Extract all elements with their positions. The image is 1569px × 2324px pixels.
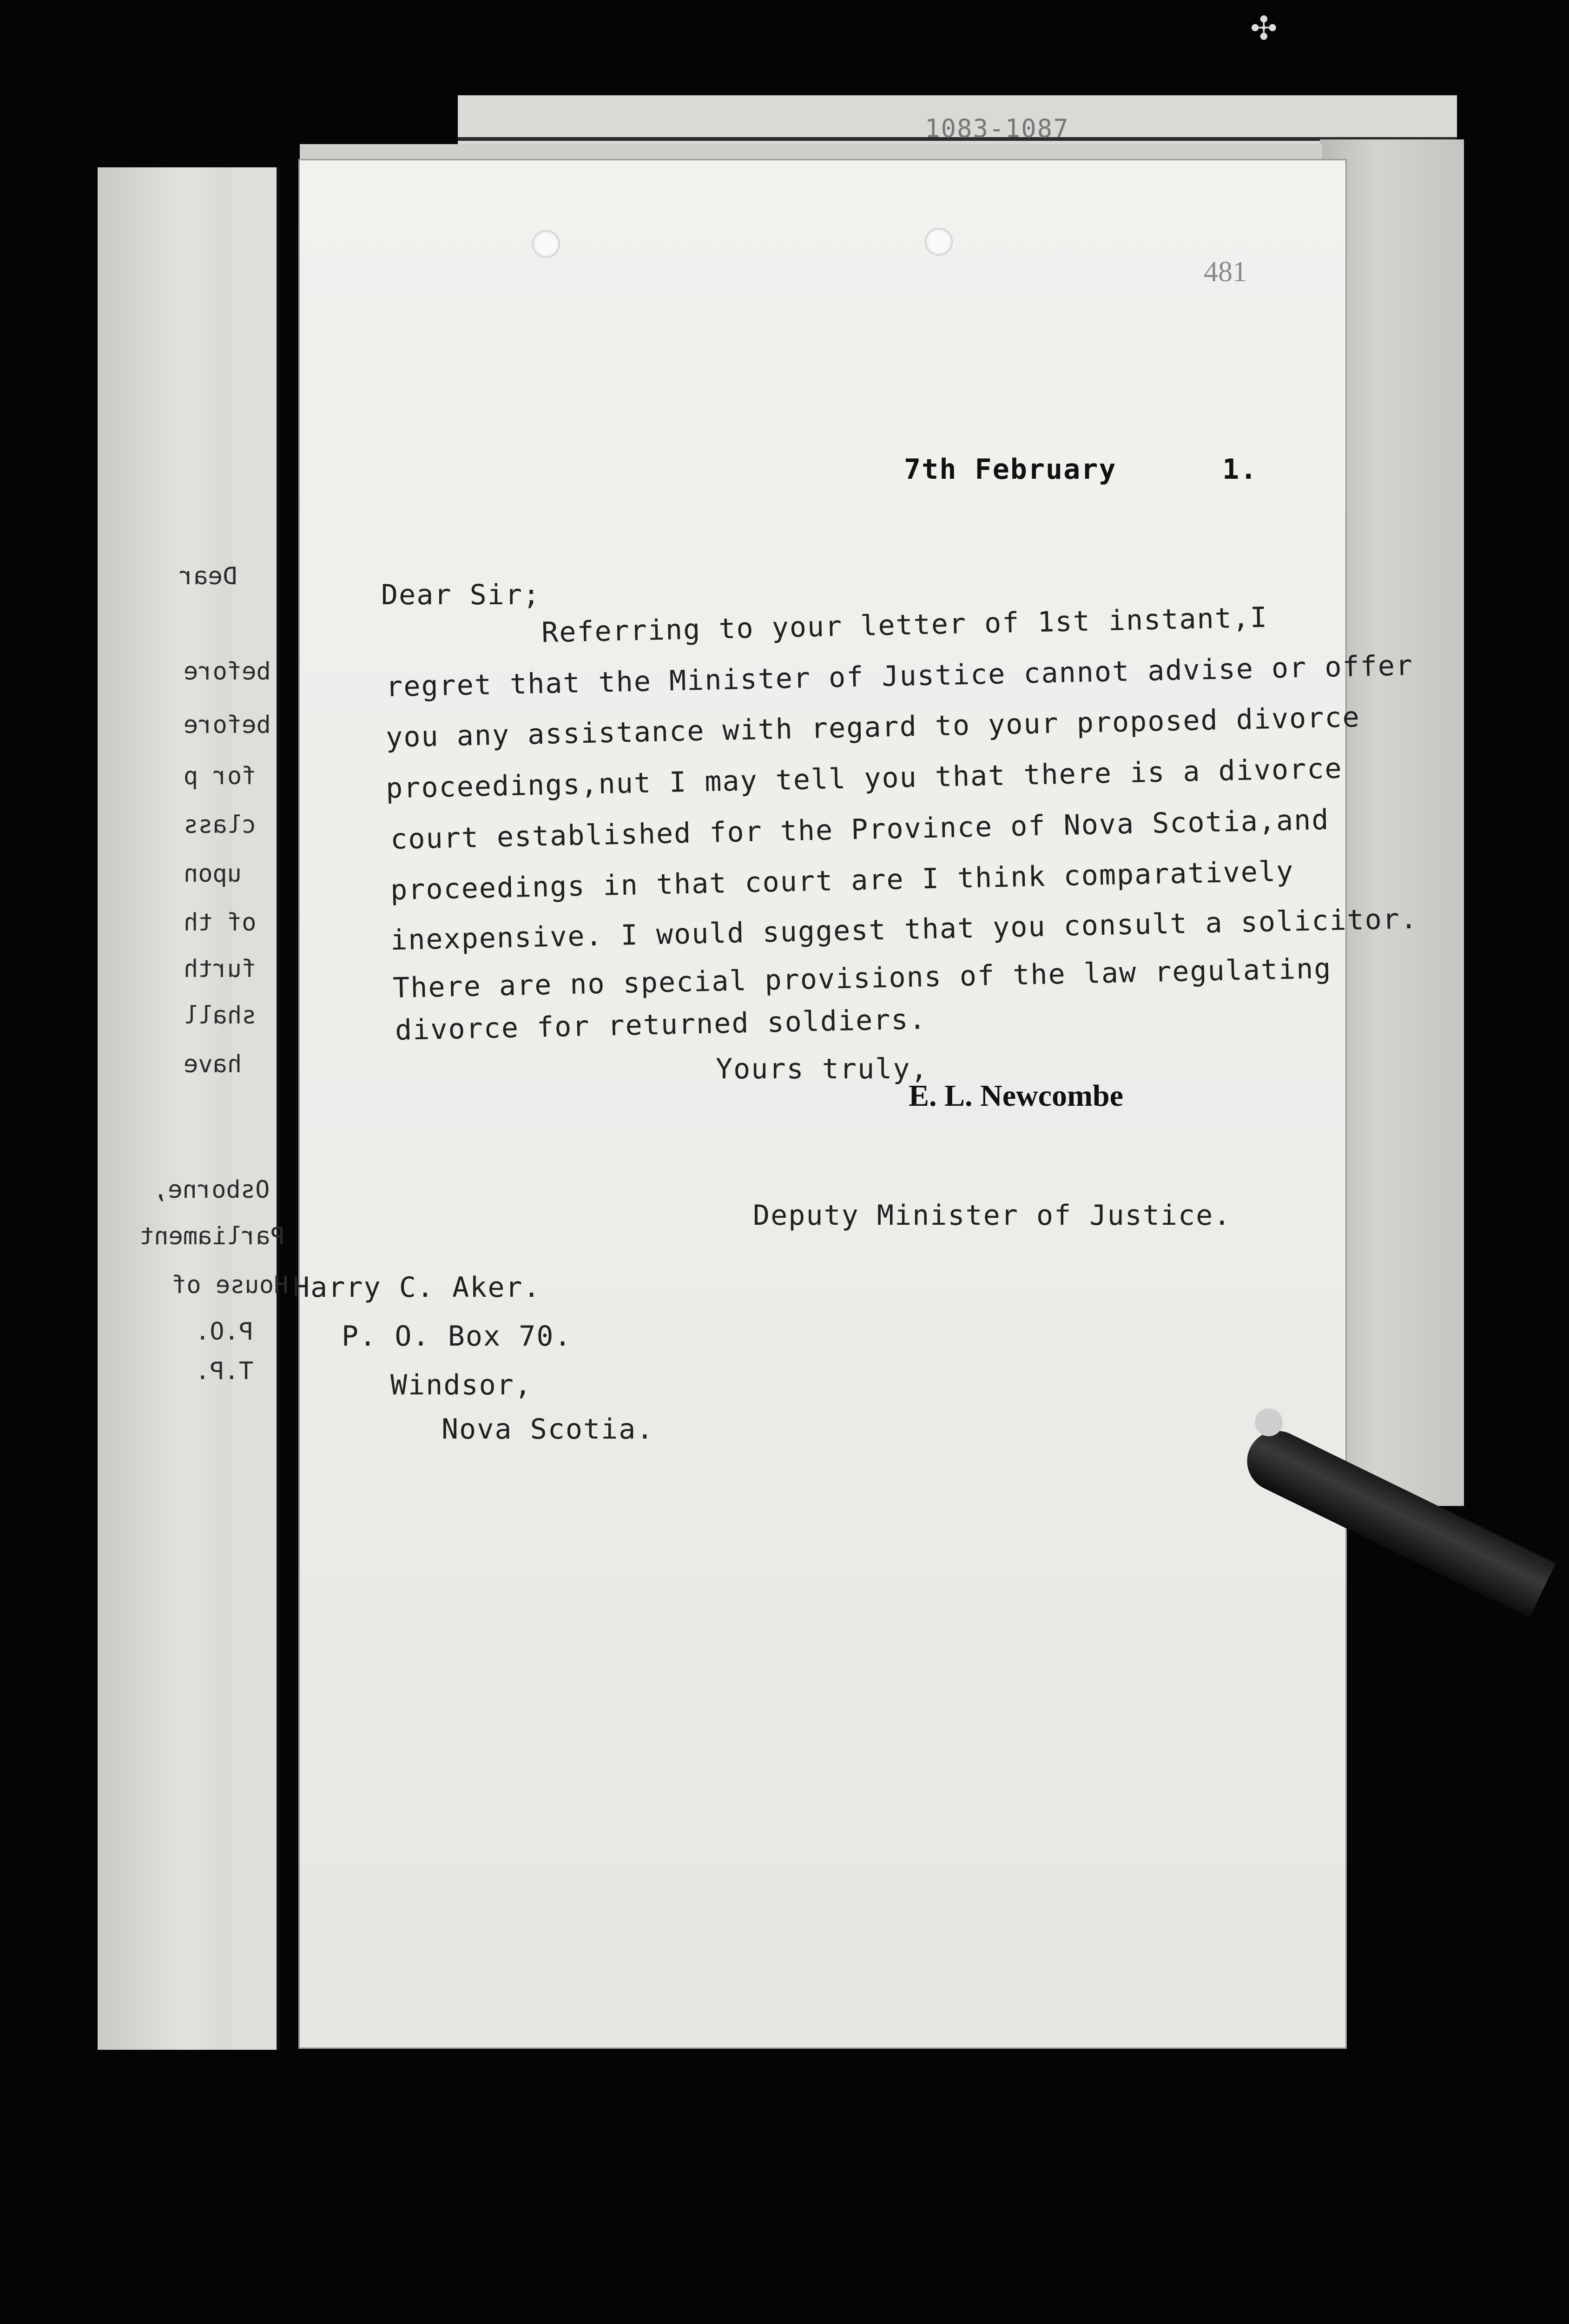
left-page-line: T.P. bbox=[195, 1357, 254, 1385]
letter-date-suffix: 1. bbox=[1222, 453, 1258, 486]
left-page-inner bbox=[232, 167, 277, 2050]
page-number: 481 bbox=[1204, 256, 1247, 288]
body-line: court established for the Province of Nova Scotia,and bbox=[390, 803, 1330, 856]
left-page-line: have bbox=[184, 1050, 242, 1078]
left-page-line: shall bbox=[184, 1002, 257, 1030]
left-page-line: Osborne, bbox=[153, 1176, 270, 1204]
letter-date: 7th February bbox=[904, 453, 1117, 486]
recipient-town: Windsor, bbox=[390, 1369, 532, 1401]
body-line: regret that the Minister of Justice cannot advise or offer bbox=[385, 649, 1414, 704]
body-line: inexpensive. I would suggest that you consult a solicitor. bbox=[390, 902, 1418, 957]
recipient-province: Nova Scotia. bbox=[442, 1413, 654, 1446]
letter-page bbox=[300, 160, 1345, 2047]
left-page-line: of th bbox=[184, 909, 257, 937]
left-page-line: P.O. bbox=[195, 1318, 254, 1346]
body-line: proceedings in that court are I think comparatively bbox=[390, 855, 1294, 907]
left-page-line: furth bbox=[184, 955, 257, 983]
recipient-name: Harry C. Aker. bbox=[293, 1271, 541, 1304]
left-page-line: upon bbox=[184, 860, 242, 888]
body-line: you any assistance with regard to your proposed divorce bbox=[385, 701, 1361, 754]
sender-title: Deputy Minister of Justice. bbox=[753, 1199, 1232, 1232]
left-page-line: before bbox=[184, 658, 271, 686]
body-line: There are no special provisions of the law regulating bbox=[392, 952, 1332, 1005]
left-page-line: for p bbox=[184, 762, 257, 790]
left-page-line: class bbox=[184, 811, 257, 839]
recipient-box: P. O. Box 70. bbox=[342, 1320, 572, 1353]
body-line: proceedings,nut I may tell you that there is a divorce bbox=[385, 752, 1343, 805]
corner-mark: ✣ bbox=[1250, 9, 1278, 47]
file-number-top: 1083-1087 bbox=[925, 114, 1069, 143]
punch-hole bbox=[925, 228, 953, 256]
body-line: Referring to your letter of 1st instant,I bbox=[541, 601, 1268, 649]
closing: Yours truly, bbox=[716, 1053, 929, 1085]
left-page-line: Dear bbox=[179, 562, 237, 590]
left-page-line: before bbox=[184, 711, 271, 739]
body-line: divorce for returned soldiers. bbox=[395, 1003, 927, 1047]
left-page-line: House of bbox=[172, 1271, 289, 1299]
left-page-line: Parliament bbox=[139, 1222, 285, 1250]
salutation: Dear Sir; bbox=[381, 579, 541, 611]
pen-tip bbox=[1255, 1408, 1283, 1436]
punch-hole bbox=[532, 230, 560, 258]
signature: E. L. Newcombe bbox=[909, 1079, 1123, 1113]
